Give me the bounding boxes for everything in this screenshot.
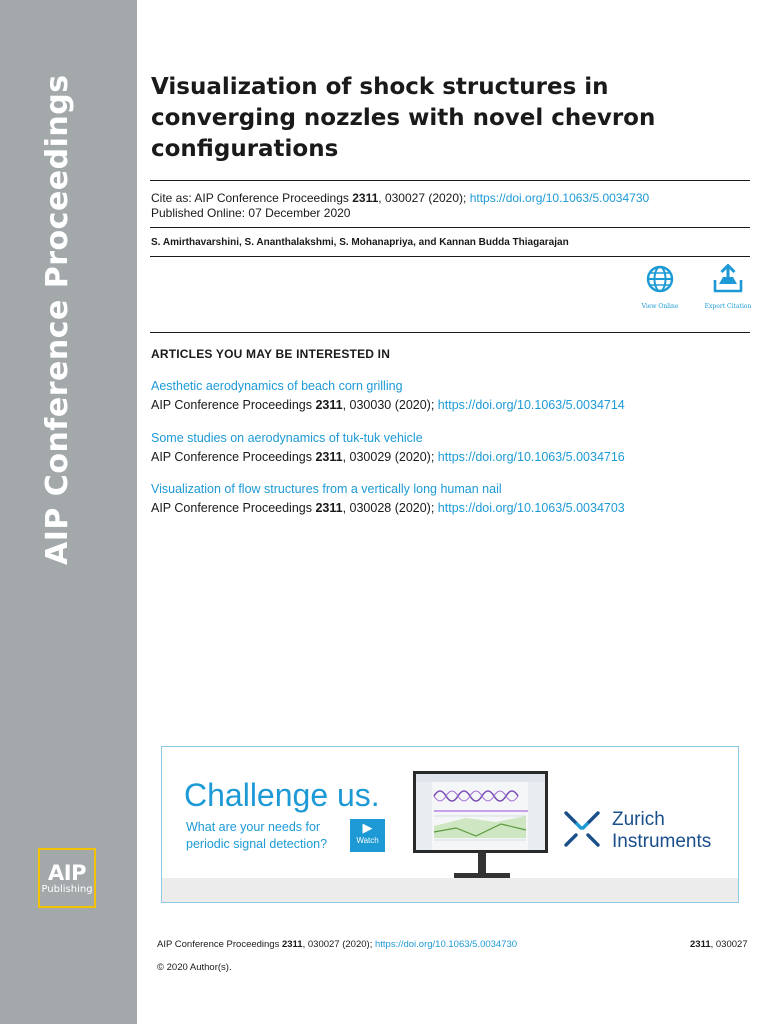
related-article-journal: AIP Conference Proceedings bbox=[151, 450, 316, 464]
sidebar bbox=[0, 0, 137, 1024]
monitor-image bbox=[413, 771, 548, 853]
export-citation-button[interactable] bbox=[700, 264, 756, 310]
brand-line-2: Instruments bbox=[612, 831, 712, 852]
related-article-volume: 2311 bbox=[315, 398, 343, 412]
related-article bbox=[151, 429, 625, 467]
related-article-journal: AIP Conference Proceedings bbox=[151, 501, 316, 515]
related-article-journal: AIP Conference Proceedings bbox=[151, 398, 316, 412]
divider bbox=[150, 256, 750, 257]
footer-volume: 2311 bbox=[281, 939, 303, 950]
copyright-notice: © 2020 Author(s). bbox=[157, 962, 232, 973]
logo-text-publishing: Publishing bbox=[41, 884, 93, 895]
view-online-button[interactable] bbox=[632, 264, 688, 310]
footer-page-volume: 2311 bbox=[690, 939, 711, 950]
related-article-citation: , 030030 (2020); bbox=[342, 398, 438, 412]
sidebar-journal-title: AIP Conference Proceedings bbox=[40, 74, 75, 565]
related-article-doi-link[interactable]: https://doi.org/10.1063/5.0034703 bbox=[437, 501, 625, 515]
logo-text-aip: AIP bbox=[48, 861, 86, 885]
related-article-title-link[interactable]: Aesthetic aerodynamics of beach corn grilling bbox=[151, 379, 403, 393]
ad-footer-strip bbox=[162, 878, 738, 902]
related-article-doi-link[interactable]: https://doi.org/10.1063/5.0034716 bbox=[437, 450, 625, 464]
related-article-volume: 2311 bbox=[315, 450, 343, 464]
ad-headline: Challenge us. bbox=[184, 777, 380, 813]
related-article-title-link[interactable]: Visualization of flow structures from a vertically long human nail bbox=[151, 482, 502, 496]
related-article-title-link[interactable]: Some studies on aerodynamics of tuk-tuk vehicle bbox=[151, 431, 423, 445]
related-article-citation: , 030028 (2020); bbox=[342, 501, 438, 515]
watch-button[interactable] bbox=[350, 819, 385, 852]
divider bbox=[150, 227, 750, 228]
brand-line-1: Zurich bbox=[612, 809, 665, 830]
citation-rest: , 030027 (2020); bbox=[378, 191, 470, 205]
aip-publishing-logo[interactable] bbox=[38, 848, 96, 908]
globe-icon bbox=[645, 264, 675, 294]
divider bbox=[150, 332, 750, 333]
related-article-volume: 2311 bbox=[315, 501, 343, 515]
play-icon: ▶ bbox=[362, 820, 373, 835]
zurich-instruments-brand bbox=[612, 809, 711, 853]
related-article-citation: , 030029 (2020); bbox=[342, 450, 438, 464]
footer-citation-rest: , 030027 (2020); bbox=[302, 939, 375, 950]
zurich-instruments-logo-icon bbox=[560, 807, 604, 851]
citation-prefix: Cite as: AIP Conference Proceedings bbox=[151, 191, 353, 205]
author-list: S. Amirthavarshini, S. Ananthalakshmi, S. Mohanapriya, and Kannan Budda Thiagarajan bbox=[151, 237, 569, 248]
oscilloscope-screenshot-graphic bbox=[416, 774, 545, 850]
footer-journal: AIP Conference Proceedings bbox=[157, 939, 282, 950]
related-article bbox=[151, 377, 625, 415]
footer-page-id bbox=[690, 939, 748, 951]
view-online-label: View Online bbox=[641, 303, 679, 310]
divider bbox=[150, 180, 750, 181]
paper-title: Visualization of shock structures in converging nozzles with novel chevron configurations bbox=[151, 74, 656, 162]
footer-page-number: , 030027 bbox=[710, 939, 748, 950]
related-article-doi-link[interactable]: https://doi.org/10.1063/5.0034714 bbox=[437, 398, 625, 412]
export-citation-label: Export Citation bbox=[704, 303, 752, 310]
export-icon bbox=[711, 264, 745, 294]
related-articles-heading: ARTICLES YOU MAY BE INTERESTED IN bbox=[151, 347, 391, 361]
footer-citation bbox=[157, 939, 517, 951]
related-article bbox=[151, 480, 625, 518]
citation-line bbox=[151, 191, 649, 206]
citation-volume: 2311 bbox=[352, 191, 379, 205]
advertisement-banner[interactable] bbox=[161, 746, 739, 903]
citation-doi-link[interactable]: https://doi.org/10.1063/5.0034730 bbox=[469, 191, 650, 205]
ad-subline: What are your needs for periodic signal detection? bbox=[186, 820, 328, 851]
monitor-stand-base bbox=[454, 873, 510, 878]
watch-label: Watch bbox=[356, 836, 379, 845]
published-date: Published Online: 07 December 2020 bbox=[151, 206, 351, 220]
footer-doi-link[interactable]: https://doi.org/10.1063/5.0034730 bbox=[374, 939, 518, 950]
monitor-stand bbox=[478, 851, 486, 875]
